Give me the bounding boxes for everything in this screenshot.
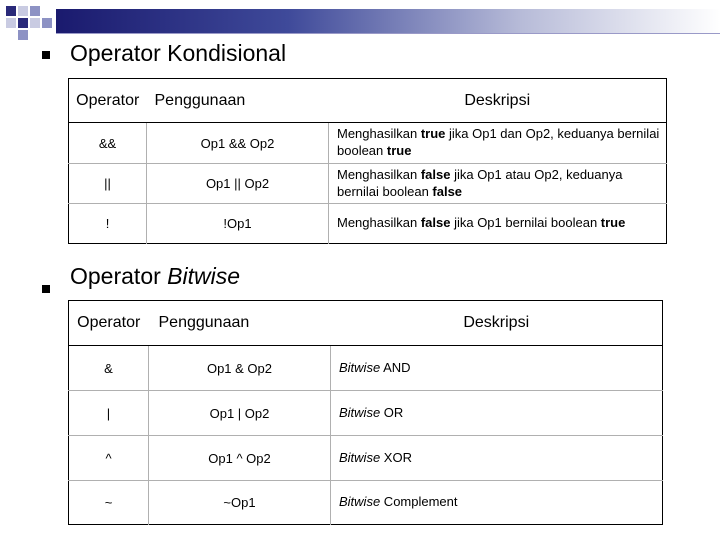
bullet-icon <box>42 285 50 293</box>
cell-usage: !Op1 <box>147 204 329 244</box>
decor-square <box>30 18 40 28</box>
cell-usage: Op1 & Op2 <box>149 346 331 391</box>
cell-operator: || <box>69 164 147 204</box>
decor-square <box>42 18 52 28</box>
table-row <box>69 346 663 391</box>
cell-usage: Op1 ^ Op2 <box>149 436 331 481</box>
table-row <box>69 391 663 436</box>
decor-square <box>18 18 28 28</box>
section-heading-bitwise: Operator Bitwise <box>70 263 241 289</box>
conditional-operator-table <box>68 78 667 244</box>
cell-description: Menghasilkan false jika Op1 atau Op2, keduanya bernilai boolean false <box>329 164 667 204</box>
cell-description: Menghasilkan false jika Op1 bernilai boolean true <box>337 215 626 231</box>
decor-square <box>18 30 28 40</box>
cell-operator: ~ <box>69 481 149 525</box>
table-header-row <box>69 79 667 123</box>
cell-usage: Op1 && Op2 <box>147 123 329 164</box>
decor-square <box>18 6 28 16</box>
table-row <box>69 204 667 244</box>
cell-operator: | <box>69 391 149 436</box>
cell-description: Bitwise AND <box>331 346 663 391</box>
section-heading-kondisional: Operator Kondisional <box>70 40 287 66</box>
table-row <box>69 123 667 164</box>
cell-usage: Op1 || Op2 <box>147 164 329 204</box>
cell-usage: Op1 | Op2 <box>149 391 331 436</box>
header-penggunaan: Penggunaan <box>147 79 329 123</box>
header-gradient-bar <box>56 9 720 33</box>
decor-square <box>30 6 40 16</box>
bitwise-operator-table <box>68 300 663 525</box>
table-row <box>69 481 663 525</box>
header-underline <box>56 33 720 34</box>
cell-operator: & <box>69 346 149 391</box>
cell-description: Bitwise OR <box>331 391 663 436</box>
cell-operator: ^ <box>69 436 149 481</box>
header-penggunaan: Penggunaan <box>149 301 331 346</box>
cell-usage: ~Op1 <box>149 481 331 525</box>
decor-square <box>6 18 16 28</box>
table-row <box>69 164 667 204</box>
cell-description: Menghasilkan true jika Op1 dan Op2, keduanya bernilai boolean true <box>329 123 667 164</box>
bullet-icon <box>42 51 50 59</box>
cell-description: Bitwise Complement <box>339 494 458 510</box>
header-operator: Operator <box>69 79 147 123</box>
header-operator: Operator <box>69 301 149 346</box>
table-row <box>69 436 663 481</box>
header-deskripsi: Deskripsi <box>331 301 663 346</box>
cell-operator: ! <box>69 204 147 244</box>
header-deskripsi: Deskripsi <box>329 79 667 123</box>
decor-square <box>6 6 16 16</box>
cell-description: Bitwise XOR <box>331 436 663 481</box>
table-header-row <box>69 301 663 346</box>
cell-operator: && <box>69 123 147 164</box>
